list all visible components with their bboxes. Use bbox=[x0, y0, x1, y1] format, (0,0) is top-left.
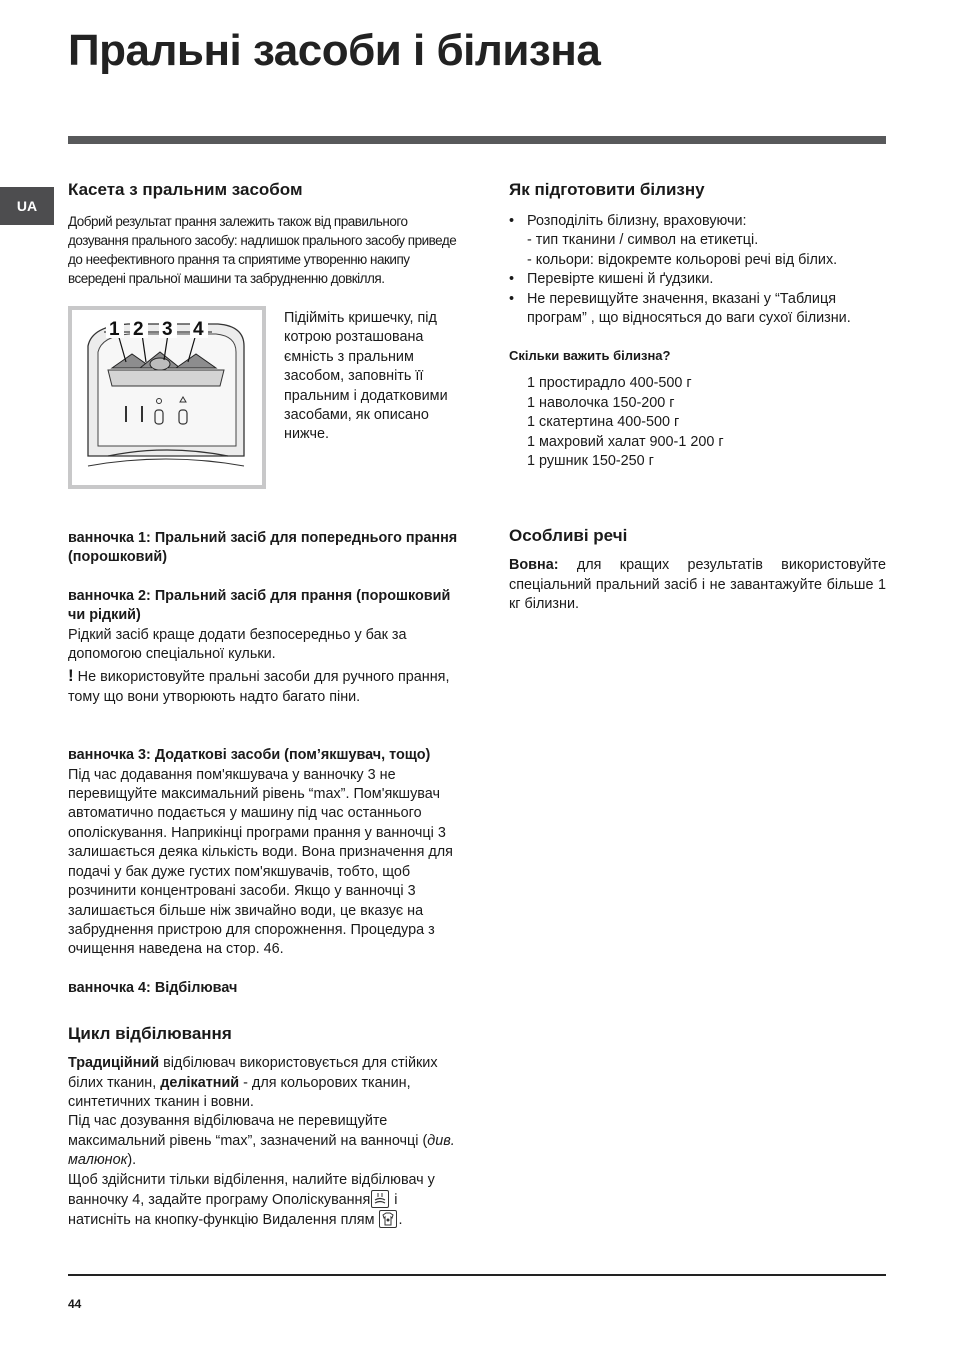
tray3-title: ванночка 3: Додаткові засоби (пом’якшувач, тощо) bbox=[68, 747, 431, 764]
bleach-dosage-main: Під час дозування відбілювача не перевищуйте максимальний рівень “max”, зазначений на ванночці ( bbox=[68, 1113, 428, 1149]
weights-list bbox=[509, 374, 886, 471]
list-item: 1 простирадло 400-500 г bbox=[527, 375, 692, 392]
prep-bullet-1: Розподіліть білизну, враховуючи: bbox=[527, 213, 747, 229]
bleach-delicate-label: делікатний bbox=[160, 1074, 240, 1091]
special-heading: Особливі речі bbox=[509, 526, 628, 546]
header-rule bbox=[68, 136, 886, 144]
figure-block bbox=[68, 306, 463, 489]
bleach-dosage-ref: див. малюнок bbox=[68, 1132, 455, 1169]
wool-text-block bbox=[509, 556, 886, 614]
footer-rule bbox=[68, 1274, 886, 1276]
figure-caption: Підійміть кришечку, під котрою розташована ємність з пральним засобом, заповніть її пральним і додатковими засобами, як описано нижче. bbox=[284, 310, 448, 443]
bullet-icon: • bbox=[509, 271, 515, 288]
figure-label-2: 2 bbox=[133, 319, 144, 340]
cassette-heading: Касета з пральним засобом bbox=[68, 180, 303, 199]
stain-removal-icon bbox=[379, 1210, 397, 1228]
tray2-warning: Не використовуйте пральні засоби для ручного прання, тому що вони утворюють надто багато піни. bbox=[68, 669, 450, 705]
rinse-program-icon bbox=[371, 1190, 389, 1208]
prep-sub-2: - кольори: відокремте кольорові речі від білих. bbox=[527, 251, 838, 268]
bullet-icon: • bbox=[509, 213, 515, 229]
figure-label-4: 4 bbox=[193, 319, 204, 340]
tray4-title: ванночка 4: Відбілювач bbox=[68, 979, 238, 996]
bleach-heading: Цикл відбілювання bbox=[68, 1024, 232, 1044]
bleach-traditional-text: відбілювач використовується для стійких білих тканин, bbox=[68, 1055, 438, 1091]
tray2-text: Рідкий засіб краще додати безпосередньо у бак за допомогою спеціальної кульки. bbox=[68, 626, 407, 663]
warning-icon: ! bbox=[68, 666, 74, 686]
figure-label-3: 3 bbox=[162, 319, 173, 340]
bleach-only-text bbox=[68, 1171, 463, 1231]
bleach-dosage-text bbox=[68, 1112, 463, 1170]
list-item: 1 скатертина 400-500 г bbox=[527, 414, 680, 431]
bleach-only-part-a: Щоб здійснити тільки відбілення, налийте відбілювач у ванночку 4, задайте програму Ополіскування bbox=[68, 1171, 435, 1208]
bleach-only-part-c: . bbox=[398, 1212, 403, 1229]
tray2-title: ванночка 2: Пральний засіб для прання (порошковий чи рідкий) bbox=[68, 587, 451, 624]
prep-sub-1: - тип тканини / символ на етикетці. bbox=[527, 232, 759, 249]
page-number: 44 bbox=[68, 1297, 82, 1311]
wool-text: для кращих результатів використовуйте спеціальний пральний засіб і не завантажуйте більше 1 кг білизни. bbox=[509, 557, 886, 613]
bleach-dosage-end: ). bbox=[127, 1152, 137, 1169]
list-item bbox=[509, 290, 886, 329]
list-item: 1 махровий халат 900-1 200 г bbox=[527, 433, 724, 450]
list-item: 1 рушник 150-250 г bbox=[527, 453, 654, 470]
bullet-icon: • bbox=[509, 290, 515, 307]
wool-label: Вовна: bbox=[509, 557, 559, 574]
detergent-drawer-figure bbox=[68, 306, 266, 489]
language-tab: UA bbox=[0, 187, 54, 225]
weight-heading: Скільки важить білизна? bbox=[509, 348, 671, 364]
right-column bbox=[509, 180, 886, 615]
prep-list bbox=[509, 212, 886, 328]
figure-label-1: 1 bbox=[109, 319, 120, 340]
bleach-types-text bbox=[68, 1054, 463, 1112]
tray2-warning-block bbox=[68, 666, 463, 707]
prep-bullet-3: Не перевищуйте значення, вказані у “Таблиця програм” , що відносяться до ваги сухої білизни. bbox=[527, 290, 851, 327]
bleach-delicate-text: - для кольорових тканин, синтетичних тканин і вовни. bbox=[68, 1074, 411, 1110]
tray1-title: ванночка 1: Пральний засіб для попереднього прання (порошковий) bbox=[68, 530, 458, 566]
list-item bbox=[509, 212, 886, 231]
list-item: 1 наволочка 150-200 г bbox=[527, 394, 675, 411]
prep-heading: Як підготовити білизну bbox=[509, 180, 705, 199]
page-title: Пральні засоби і білизна bbox=[68, 26, 601, 75]
prep-bullet-2: Перевірте кишені й ґудзики. bbox=[527, 271, 714, 288]
list-item bbox=[509, 270, 886, 289]
left-column bbox=[68, 180, 463, 1231]
cassette-intro: Добрий результат прання залежить також від правильного дозування прального засобу: надлишок прального засобу приведе до неефективного прання та сприятиме утворенню накипу всередені пральної машини та забрудненню довкілля. bbox=[68, 214, 457, 286]
bleach-only-part-b: і натисніть на кнопку-функцію Видалення плям bbox=[68, 1191, 398, 1229]
list-item bbox=[509, 251, 886, 270]
bleach-traditional-label: Традиційний bbox=[68, 1055, 160, 1072]
tray3-text: Під час додавання пом'якшувача у ванночку 3 не перевищуйте максимальний рівень “max”. Пом'якшувач автоматично подається у машину під час останнього ополіскування. Наприкінці програми прання у ванночці 3 залишається деяка кількість води. Вона призначення для подачі у бак дуже густих пом'якшувачів, тобто, щоб розчинити концентровані засоби. Якщо у ванночці 3 залишається більше ніж звичайно води, це вказує на забруднення пристрою для спорожнення. Процедура з очищення наведена на стор. 46. bbox=[68, 766, 453, 958]
list-item bbox=[509, 231, 886, 250]
